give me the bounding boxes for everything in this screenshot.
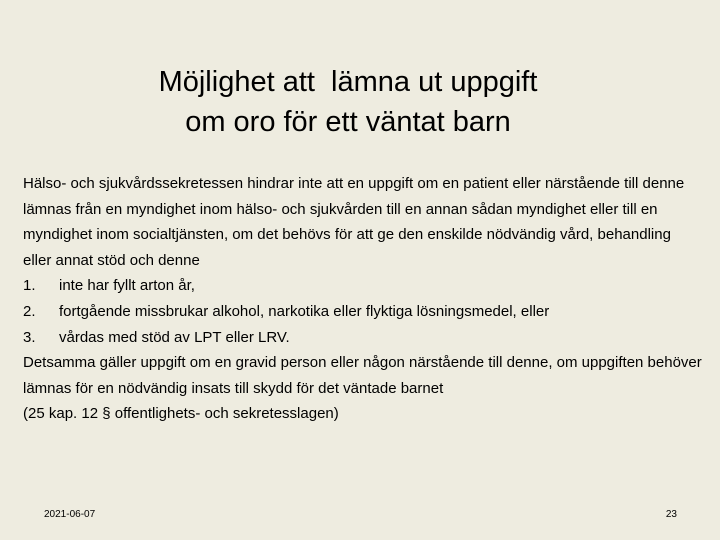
law-citation: (25 kap. 12 § offentlighets- och sekretesslagen): [23, 405, 339, 423]
slide-body: [23, 171, 703, 427]
footer-date: 2021-06-07: [44, 509, 96, 520]
list-item: [23, 273, 703, 299]
outro-paragraph: Detsamma gäller uppgift om en gravid person eller någon närstående till denne, om uppgiften behöver lämnas för en nödvändig insats till skydd för det väntade barnet: [23, 354, 702, 397]
slide-title-line-1: Möjlighet att lämna ut uppgift: [158, 66, 538, 98]
list-item-text: fortgående missbrukar alkohol, narkotika eller flyktiga lösningsmedel, eller: [59, 302, 550, 320]
list-item-number: 1.: [23, 277, 36, 295]
slide-title: [0, 62, 696, 142]
list-item: [23, 325, 703, 351]
list-item-text: vårdas med stöd av LPT eller LRV.: [59, 328, 290, 346]
list-item-number: 2.: [23, 302, 36, 320]
list-item-number: 3.: [23, 328, 36, 346]
list-item-text: inte har fyllt arton år,: [59, 277, 195, 295]
slide-title-line-2: om oro för ett väntat barn: [185, 106, 511, 138]
list-item: [23, 299, 703, 325]
intro-paragraph: Hälso- och sjukvårdssekretessen hindrar inte att en uppgift om en patient eller närstående till denne lämnas från en myndighet inom hälso- och sjukvården till en annan sådan myndighet eller till en myndighet inom socialtjänsten, om det behövs för att ge den enskilde nödvändig vård, behandling eller annat stöd och denne: [23, 175, 685, 269]
footer-page-number: 23: [665, 509, 677, 520]
